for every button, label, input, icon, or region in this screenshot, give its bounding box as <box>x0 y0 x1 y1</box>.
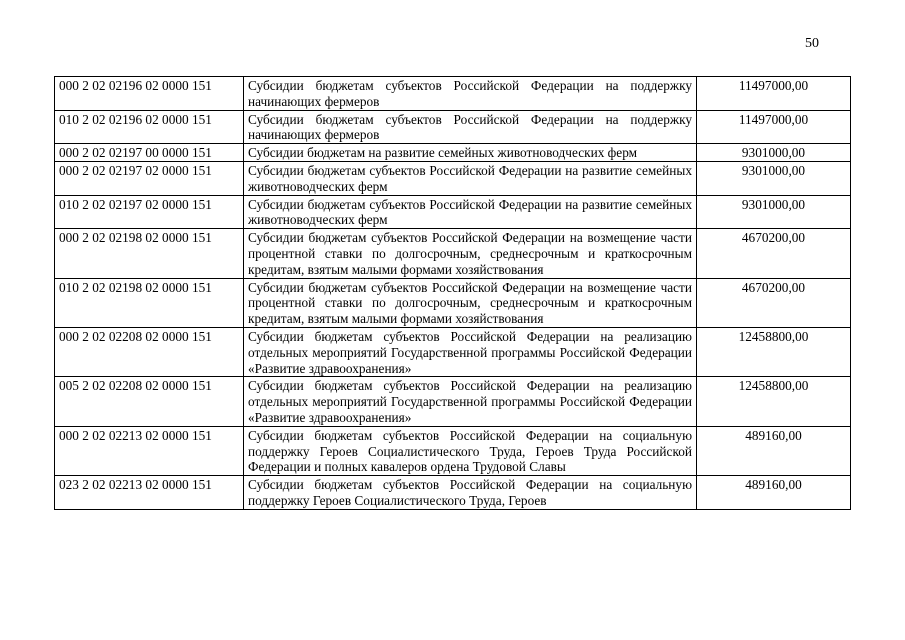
table-row <box>55 377 851 426</box>
table-row <box>55 195 851 229</box>
budget-code-cell: 000 2 02 02197 00 0000 151 <box>55 144 244 162</box>
table-row <box>55 229 851 278</box>
description-cell: Субсидии бюджетам субъектов Российской Федерации на социальную поддержку Героев Социалистического Труда, Героев <box>244 476 697 510</box>
amount-cell: 489160,00 <box>697 426 851 475</box>
description-cell: Субсидии бюджетам субъектов Российской Федерации на развитие семейных животноводческих ферм <box>244 161 697 195</box>
budget-code-cell: 010 2 02 02197 02 0000 151 <box>55 195 244 229</box>
description-cell: Субсидии бюджетам субъектов Российской Федерации на поддержку начинающих фермеров <box>244 77 697 111</box>
budget-code-cell: 000 2 02 02198 02 0000 151 <box>55 229 244 278</box>
amount-cell: 9301000,00 <box>697 144 851 162</box>
budget-code-cell: 000 2 02 02213 02 0000 151 <box>55 426 244 475</box>
table-row <box>55 110 851 144</box>
amount-cell: 4670200,00 <box>697 229 851 278</box>
page-number: 50 <box>805 36 819 51</box>
description-cell: Субсидии бюджетам на развитие семейных животноводческих ферм <box>244 144 697 162</box>
budget-code-cell: 005 2 02 02208 02 0000 151 <box>55 377 244 426</box>
description-cell: Субсидии бюджетам субъектов Российской Федерации на поддержку начинающих фермеров <box>244 110 697 144</box>
budget-code-cell: 000 2 02 02208 02 0000 151 <box>55 327 244 376</box>
description-cell: Субсидии бюджетам субъектов Российской Федерации на возмещение части процентной ставки по долгосрочным, среднесрочным и краткосрочным кредитам, взятым малыми формами хозяйствования <box>244 278 697 327</box>
table-row <box>55 161 851 195</box>
amount-cell: 12458800,00 <box>697 377 851 426</box>
budget-code-cell: 010 2 02 02196 02 0000 151 <box>55 110 244 144</box>
description-cell: Субсидии бюджетам субъектов Российской Федерации на возмещение части процентной ставки по долгосрочным, среднесрочным и краткосрочным кредитам, взятым малыми формами хозяйствования <box>244 229 697 278</box>
amount-cell: 9301000,00 <box>697 161 851 195</box>
budget-table <box>54 76 851 510</box>
table-row <box>55 77 851 111</box>
amount-cell: 12458800,00 <box>697 327 851 376</box>
amount-cell: 9301000,00 <box>697 195 851 229</box>
table-row <box>55 278 851 327</box>
budget-code-cell: 010 2 02 02198 02 0000 151 <box>55 278 244 327</box>
amount-cell: 11497000,00 <box>697 110 851 144</box>
budget-code-cell: 023 2 02 02213 02 0000 151 <box>55 476 244 510</box>
description-cell: Субсидии бюджетам субъектов Российской Федерации на социальную поддержку Героев Социалистического Труда, Героев Труда Российской Федерации и полных кавалеров ордена Трудовой Славы <box>244 426 697 475</box>
table-row <box>55 476 851 510</box>
budget-code-cell: 000 2 02 02196 02 0000 151 <box>55 77 244 111</box>
description-cell: Субсидии бюджетам субъектов Российской Федерации на реализацию отдельных мероприятий Государственной программы Российской Федерации «Развитие здравоохранения» <box>244 377 697 426</box>
table-row <box>55 327 851 376</box>
amount-cell: 489160,00 <box>697 476 851 510</box>
table-row <box>55 144 851 162</box>
amount-cell: 11497000,00 <box>697 77 851 111</box>
table-row <box>55 426 851 475</box>
description-cell: Субсидии бюджетам субъектов Российской Федерации на реализацию отдельных мероприятий Государственной программы Российской Федерации «Развитие здравоохранения» <box>244 327 697 376</box>
description-cell: Субсидии бюджетам субъектов Российской Федерации на развитие семейных животноводческих ферм <box>244 195 697 229</box>
budget-code-cell: 000 2 02 02197 02 0000 151 <box>55 161 244 195</box>
amount-cell: 4670200,00 <box>697 278 851 327</box>
